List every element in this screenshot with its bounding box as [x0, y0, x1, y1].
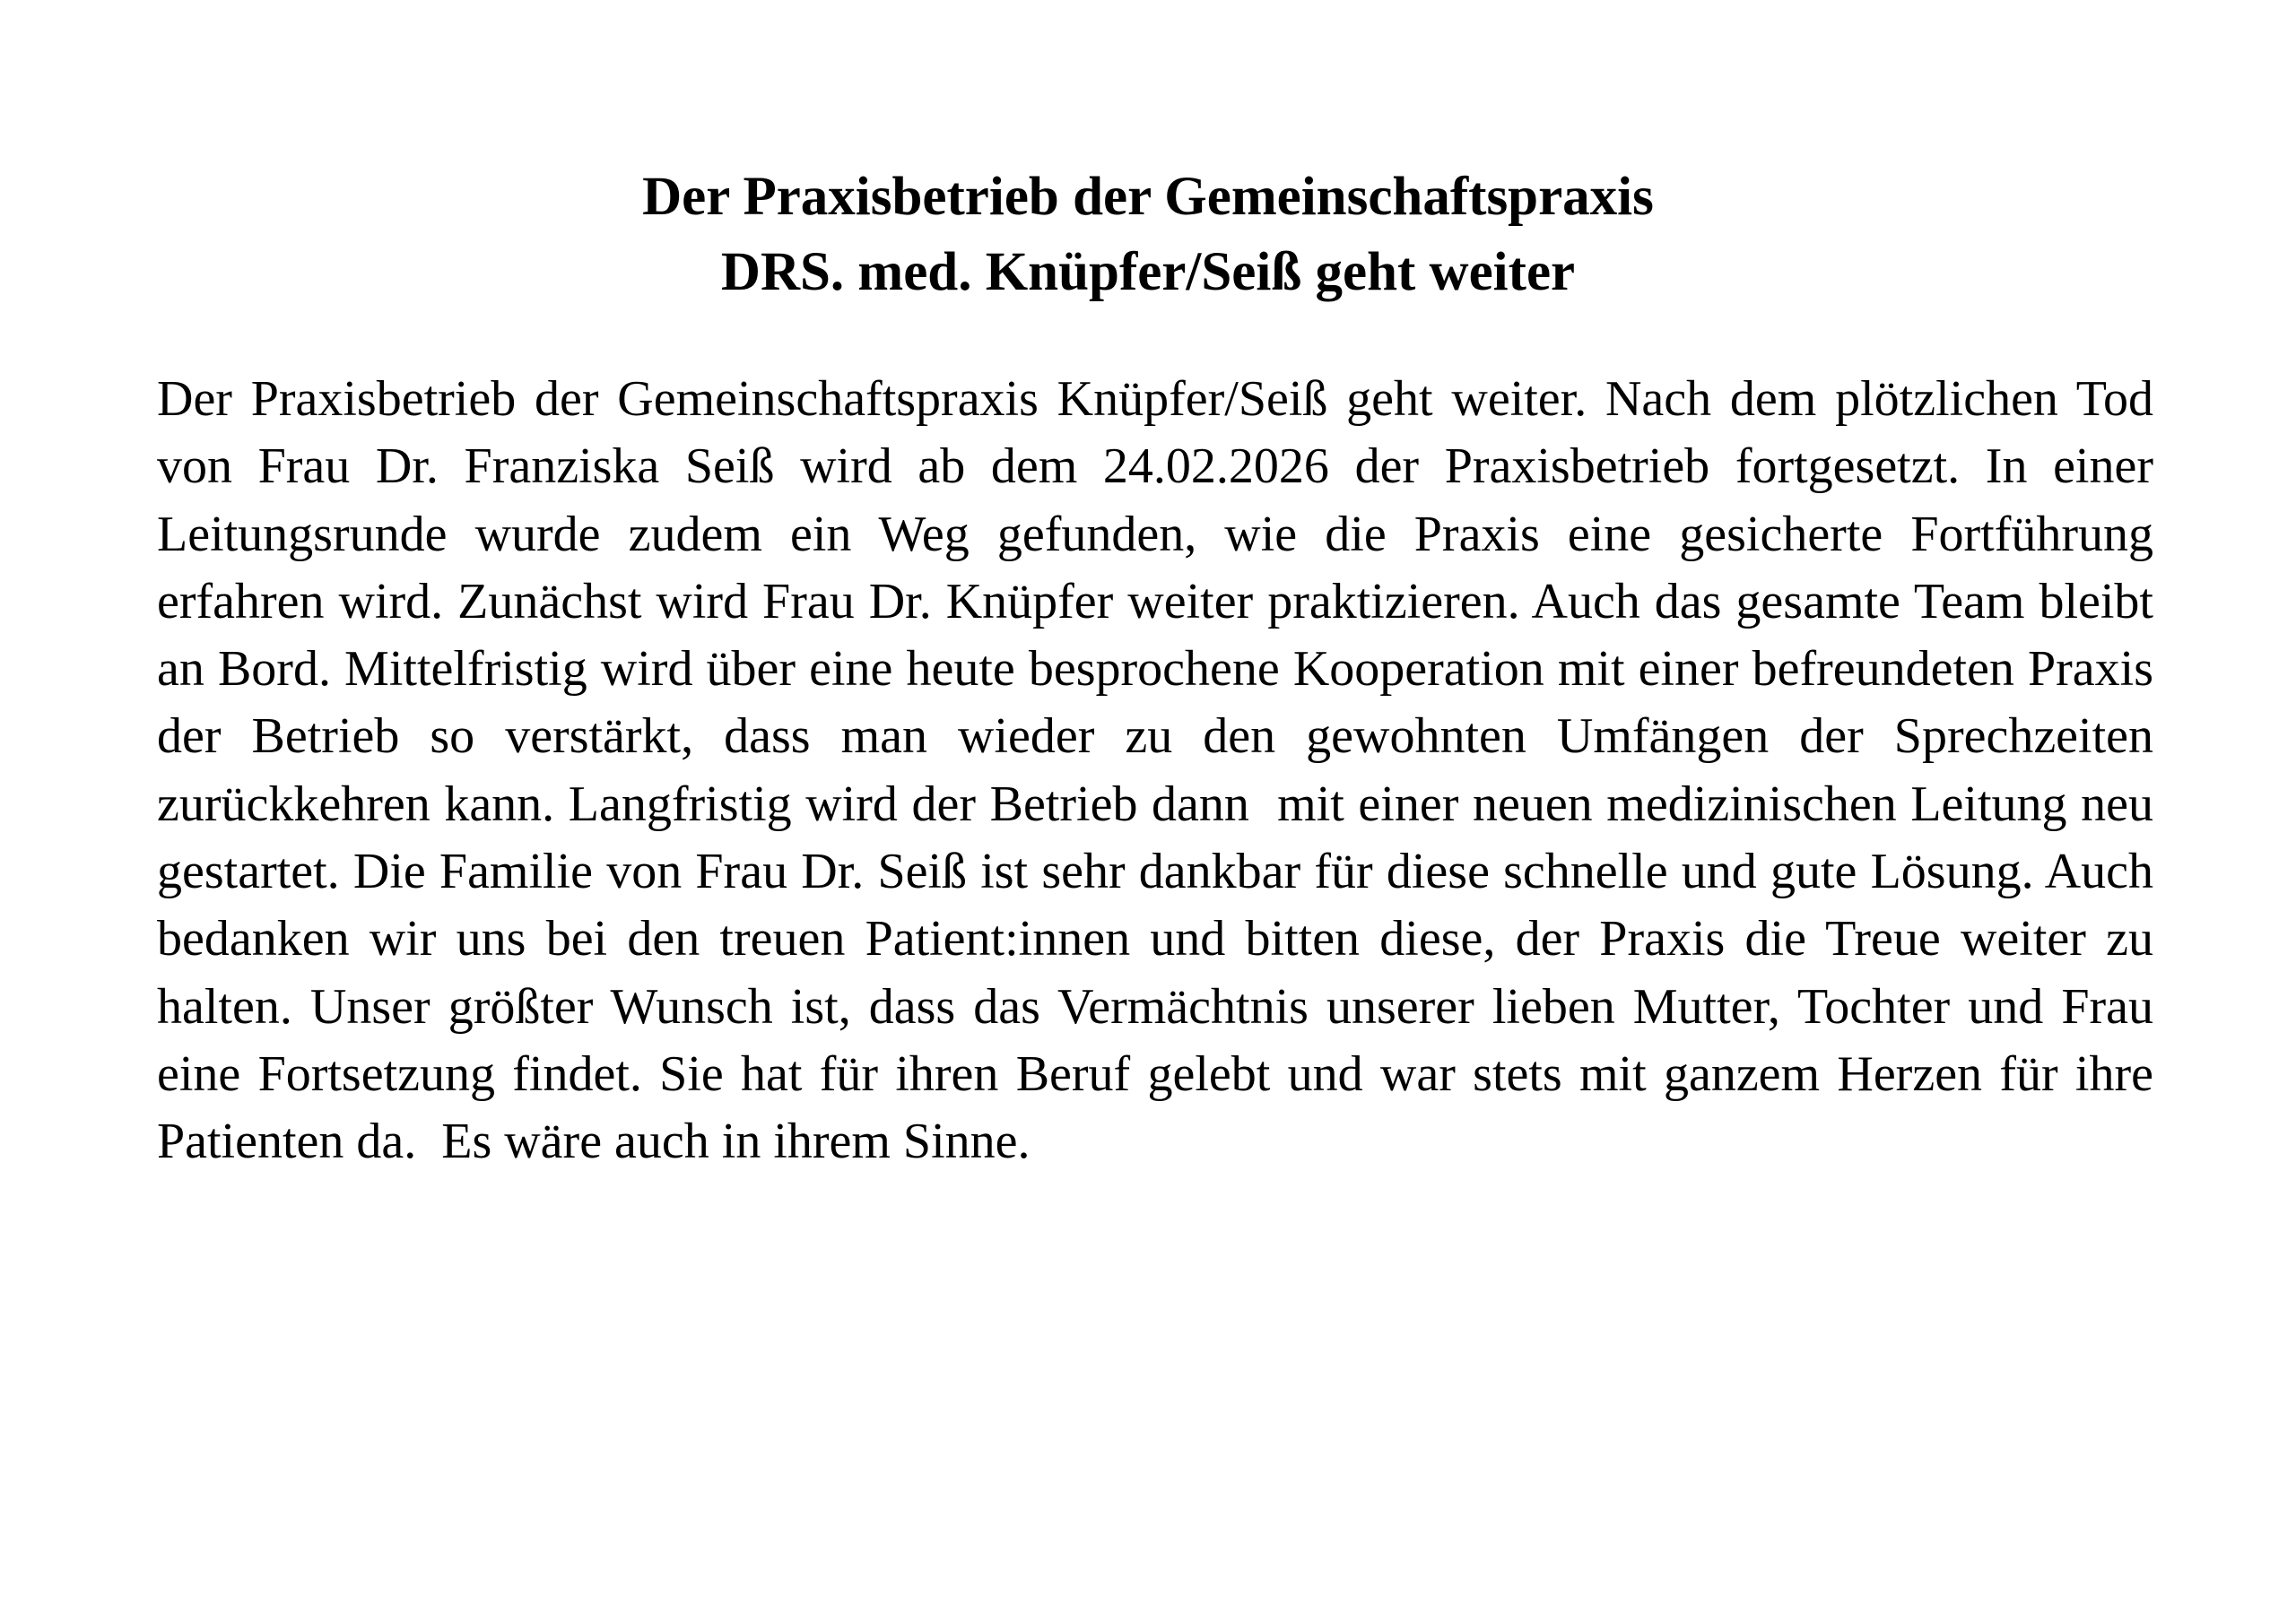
title-line-2: DRS. med. Knüpfer/Seiß geht weiter	[720, 242, 1576, 302]
title-line-1: Der Praxisbetrieb der Gemeinschaftspraxis	[642, 167, 1654, 227]
document-title	[0, 160, 2296, 310]
body-paragraph: Der Praxisbetrieb der Gemeinschaftspraxis Knüpfer/Seiß geht weiter. Nach dem plötzlichen Tod von Frau Dr. Franziska Seiß wird ab dem 24.02.2026 der Praxisbetrieb fortgesetzt. In einer Leitungsrunde wurde zudem ein Weg gefunden, wie die Praxis eine gesicherte Fortführung erfahren wird. Zunächst wird Frau Dr. Knüpfer weiter praktizieren. Auch das gesamte Team bleibt an Bord. Mittelfristig wird über eine heute besprochene Kooperation mit einer befreundeten Praxis der Betrieb so verstärkt, dass man wieder zu den gewohnten Umfängen der Sprechzeiten zurückkehren kann. Langfristig wird der Betrieb dann mit einer neuen medizinischen Leitung neu gestartet. Die Familie von Frau Dr. Seiß ist sehr dankbar für diese schnelle und gute Lösung. Auch bedanken wir uns bei den treuen Patient:innen und bitten diese, der Praxis die Treue weiter zu halten. Unser größter Wunsch ist, dass das Vermächtnis unserer lieben Mutter, Tochter und Frau eine Fortsetzung findet. Sie hat für ihren Beruf gelebt und war stets mit ganzem Herzen für ihre Patienten da. Es wäre auch in ihrem Sinne.	[157, 371, 2166, 1170]
